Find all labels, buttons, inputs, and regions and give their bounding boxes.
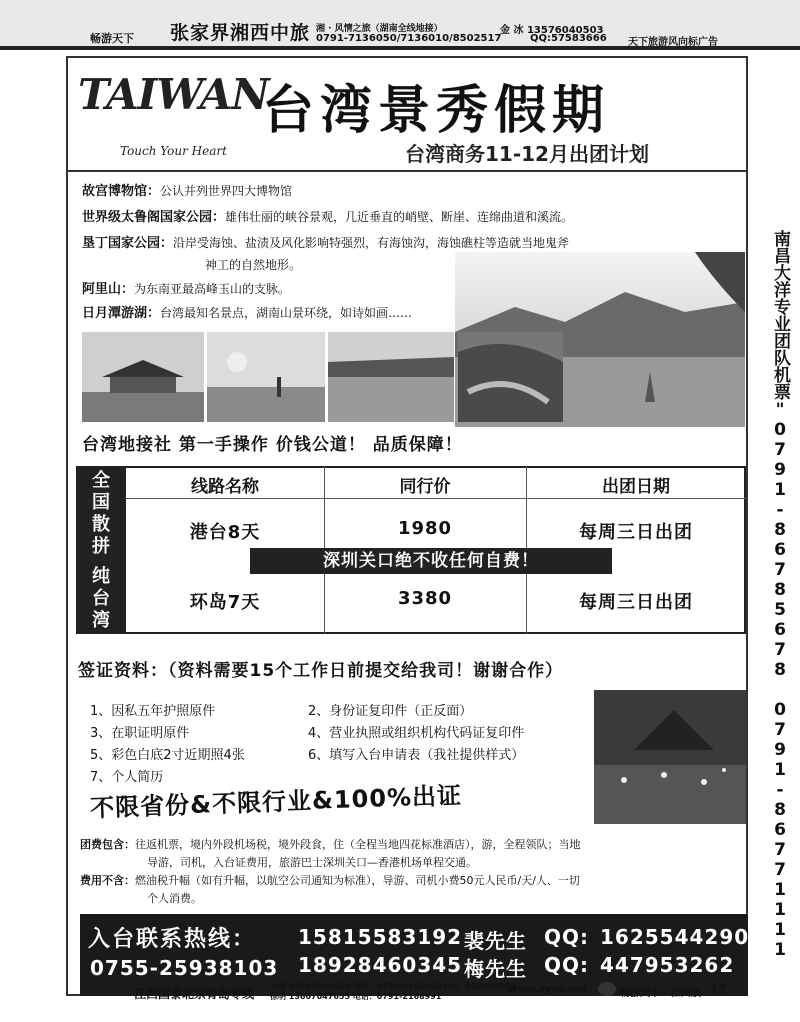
table-cell: 3380: [397, 588, 453, 609]
fee-exclude: 费用不含：燃油税升幅（如有升幅，以航空公司通知为标准），导游、司机小费50元人民币/天/人、一切: [80, 874, 580, 887]
page-number: 17: [710, 982, 727, 996]
fee-include: 团费包含：往返机票，境内外段机场税，境外段食，住（全程当地四花标准酒店），游，全程领队；当地: [80, 838, 581, 851]
hotline-phone: 15815583192: [298, 925, 463, 949]
footer-agency: 江西国泰北京青岛专线: [134, 987, 255, 1001]
hotline-landline: 0755-25938103: [90, 956, 279, 980]
table-header-divider: [126, 498, 746, 499]
col-header-date: 出团日期: [602, 477, 670, 497]
hotline-qq: 447953262: [600, 953, 735, 977]
header-tagline: 湘 · 风情之旅（湖南全线地接）: [316, 24, 443, 34]
attraction-sun-moon-lake: 日月潭游湖：台湾最知名景点，湖南山景环绕，如诗如画……: [82, 306, 413, 321]
col-header-price: 同行价: [399, 477, 451, 497]
visa-section-title: 签证资料：（资料需要15个工作日前提交给我司！谢谢合作）: [78, 661, 564, 681]
attraction-palace-museum: 故宫博物馆：公认并列世界四大博物馆: [82, 184, 293, 199]
palace-photo: [82, 332, 204, 422]
hotline-contact-name: 裴先生: [464, 929, 527, 953]
night-city-photo: [594, 690, 746, 824]
header-contact: 金 冰 13576040503: [500, 25, 604, 36]
header-phones: 0791-7136050/7136010/8502517: [316, 33, 502, 44]
visa-item: 6、填写入台申请表（我社提供样式）: [308, 748, 525, 763]
agency-slogan: 台湾地接社 第一手操作 价钱公道！ 品质保障！: [82, 435, 463, 455]
footer-contacts: 小周 15083509615 电话：0791-2168966 QQ：932583056 徐明 13607047655 电话：0791-2168991: [270, 982, 516, 1001]
visa-item: 7、个人简历: [90, 770, 164, 785]
visa-item: 4、营业执照或组织机构代码证复印件: [308, 726, 525, 741]
table-cell: 每周三日出团: [579, 522, 693, 543]
visa-guarantee-slogan: 不限省份&不限行业&100%出证: [89, 781, 463, 823]
table-cell: 港台8天: [189, 522, 261, 543]
table-cell: 每周三日出团: [579, 592, 693, 613]
hotline-qq-label: QQ:: [544, 925, 590, 949]
hotline-label: 入台联系热线：: [88, 927, 257, 952]
fee-exclude-cont: 个人消费。: [147, 892, 202, 905]
hotline-qq-label: QQ:: [544, 953, 590, 977]
logo-slogan: Touch Your Heart: [120, 144, 227, 158]
footer-website: www.zyoo.net: [508, 984, 588, 995]
attraction-kenting: 垦丁国家公园：沿岸受海蚀、盐渍及风化影响特强烈，有海蚀沟，海蚀礁柱等造就当地鬼斧: [82, 236, 570, 251]
attraction-alishan: 阿里山：为东南亚最高峰玉山的支脉。: [82, 282, 291, 297]
pure-taiwan-label: 纯 台 湾: [76, 564, 126, 634]
header-right-label: 天下旅游风向标广告: [628, 37, 718, 48]
attraction-taroko: 世界级太鲁阁国家公园：雄伟壮丽的峡谷景观，几近垂直的峭壁、断崖、连绵曲道和溪流。: [82, 210, 574, 225]
hotline-qq: 1625544290: [600, 925, 750, 949]
hotline-phone: 18928460345: [298, 953, 463, 977]
taiwan-logo: TAIWAN: [78, 70, 269, 119]
header-agency-title: 张家界湘西中旅: [170, 22, 311, 44]
nationwide-group-label: 全 国 散 拼: [76, 466, 126, 564]
header-left-label: 畅游天下: [90, 32, 134, 45]
footer-edition: 畅游天下 · 江西版: [620, 988, 701, 999]
attraction-kenting-cont: 神工的自然地形。: [205, 258, 302, 272]
lake-photo: [328, 332, 454, 422]
page-subtitle: 台湾商务11-12月出团计划: [405, 142, 649, 166]
coast-rock-photo: [458, 332, 563, 422]
visa-item: 2、身份证复印件（正反面）: [308, 704, 473, 719]
col-header-route: 线路名称: [191, 477, 259, 497]
table-cell: 环岛7天: [189, 592, 261, 613]
header-qq: QQ:57583666: [530, 33, 607, 44]
no-extra-fee-notice: 深圳关口绝不收任何自费！: [250, 548, 612, 574]
hotline-contact-name: 梅先生: [464, 957, 527, 981]
page-title: 台湾景秀假期: [262, 81, 611, 141]
visa-item: 3、在职证明原件: [90, 726, 190, 741]
table-cell: 1980: [397, 518, 453, 539]
fee-include-cont: 导游，司机，入台证费用，旅游巴士深圳关口—香港机场单程交通。: [147, 856, 477, 869]
visa-item: 1、因私五年护照原件: [90, 704, 216, 719]
footer-logo-icon: [598, 982, 616, 996]
park-photo: [207, 332, 325, 422]
side-ticket-ad: 南昌大洋专业团队机票"0791-86785678 0791-86771111: [770, 230, 790, 960]
visa-item: 5、彩色白底2寸近期照4张: [90, 748, 245, 763]
title-divider: [68, 170, 746, 172]
